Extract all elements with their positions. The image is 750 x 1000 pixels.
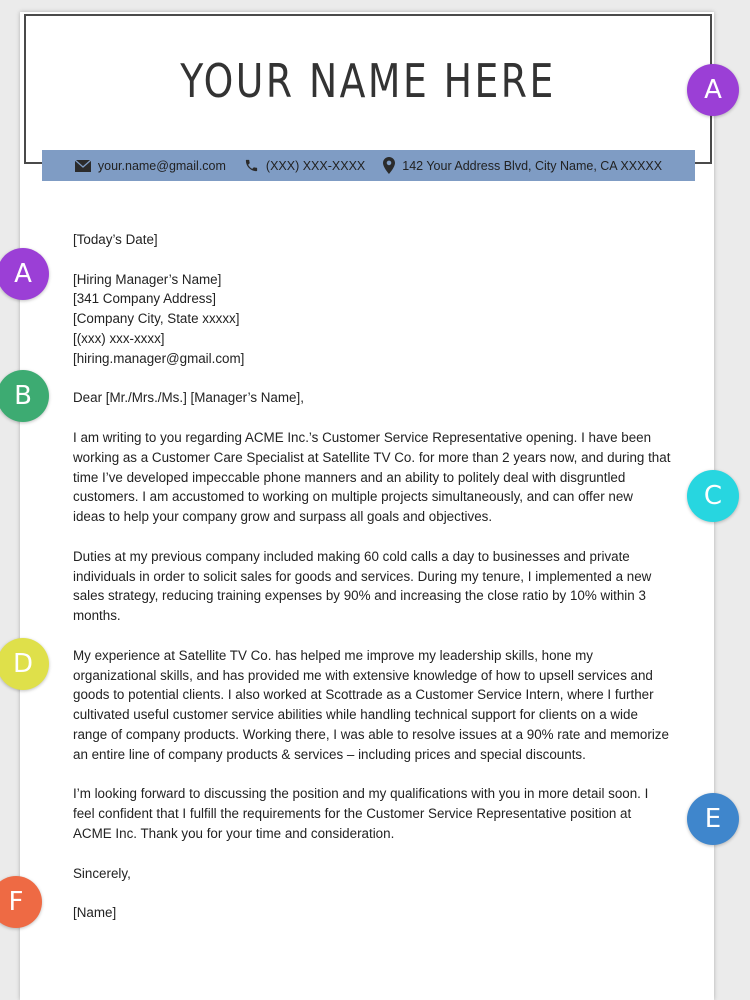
paragraph-line: working as a Customer Care Specialist at Satellite TV Co. for more than 2 years now, and during that (73, 449, 671, 465)
marker-label: A (704, 75, 722, 105)
email-text: your.name@gmail.com (97, 158, 226, 173)
paragraph-line: customers. I am accustomed to working on multiple projects simultaneously, and can offer new (73, 489, 633, 505)
map-pin-icon (383, 157, 395, 174)
recipient-email: [hiring.manager@gmail.com] (73, 350, 245, 366)
marker-c-opening (687, 470, 739, 522)
address-text: 142 Your Address Blvd, City Name, CA XXXXX (402, 158, 663, 173)
paragraph-line: sales strategy, reducing training expenses by 90% and increasing the close ratio by 10% within 3 (73, 588, 646, 604)
paragraph-line: ACME Inc. Thank you for your time and consideration. (73, 825, 395, 841)
envelope-icon (75, 160, 91, 172)
letter-body (73, 230, 683, 943)
body-paragraph-3 (73, 646, 683, 765)
paragraph-line: I am writing to you regarding ACME Inc.’s Customer Service Representative opening. I have been (73, 429, 652, 445)
contact-phone (244, 158, 365, 173)
phone-text: (XXX) XXX-XXXX (265, 158, 366, 173)
marker-a-header (687, 64, 739, 116)
applicant-name: YOUR NAME HERE (180, 54, 556, 108)
contact-address (383, 157, 662, 174)
paragraph-line: individuals in order to solicit sales for goods and services. During my tenure, I implemented a new (73, 568, 652, 584)
paragraph-line: cultivated useful customer service abilities while handling technical support for clients on a wide (73, 707, 638, 723)
closing: Sincerely, (73, 865, 131, 881)
paragraph-line: months. (73, 608, 121, 624)
recipient-name: [Hiring Manager’s Name] (73, 271, 222, 287)
paragraph-line: I’m looking forward to discussing the position and my qualifications with you in more detail soon. I (73, 786, 649, 802)
paragraph-line: an entire line of company products & services – including prices and special discounts. (73, 746, 586, 762)
salutation: Dear [Mr./Mrs./Ms.] [Manager’s Name], (73, 390, 304, 406)
contact-email (75, 159, 226, 173)
marker-e-closing-paragraph (687, 793, 739, 845)
body-paragraph-4 (73, 784, 683, 843)
marker-label: D (12, 649, 34, 679)
body-paragraph-1 (73, 428, 683, 527)
marker-label: A (14, 259, 32, 289)
paragraph-line: range of company products. Working there, I was able to resolve issues at a 90% rate and memorize (73, 726, 669, 742)
letter-date: [Today’s Date] (73, 232, 158, 247)
paragraph-line: organizational skills, and has provided me with extensive knowledge of how to upsell services and (73, 667, 653, 683)
marker-label: B (14, 381, 32, 411)
signature: [Name] (73, 905, 117, 921)
recipient-block (73, 270, 683, 369)
recipient-address: [341 Company Address] (73, 291, 216, 307)
marker-label: F (8, 887, 24, 917)
phone-icon (244, 158, 259, 173)
paragraph-line: My experience at Satellite TV Co. has helped me improve my leadership skills, hone my (73, 647, 593, 663)
recipient-phone: [(xxx) xxx-xxxx] (73, 330, 165, 346)
contact-bar (42, 150, 695, 181)
paragraph-line: ideas to help your company grow and surpass all goals and objectives. (73, 509, 493, 525)
paragraph-line: goods to potential clients. I also worked at Scottrade as a Customer Service Intern, where I further (73, 687, 654, 703)
paragraph-line: Duties at my previous company included making 60 cold calls a day to businesses and private (73, 548, 630, 564)
paragraph-line: feel confident that I fulfill the requirements for the Customer Service Representative position at (73, 806, 632, 822)
paragraph-line: time I’ve developed impeccable phone manners and an ability to politely deal with disgruntled (73, 469, 626, 485)
marker-label: C (703, 481, 723, 511)
marker-label: E (704, 804, 722, 834)
recipient-city: [Company City, State xxxxx] (73, 311, 240, 327)
body-paragraph-2 (73, 547, 683, 626)
